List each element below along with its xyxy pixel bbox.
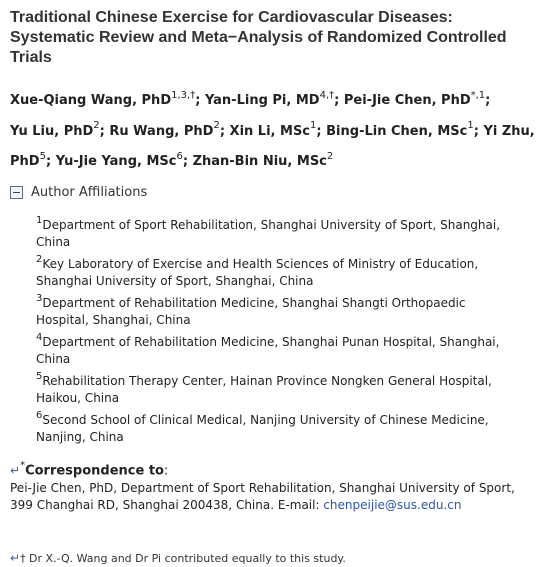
affiliation-item [36, 213, 501, 252]
author-name[interactable]: Xue-Qiang Wang, PhD [10, 93, 172, 109]
author[interactable] [204, 90, 340, 109]
affiliation-number: 1 [36, 214, 43, 226]
correspondence-colon: : [163, 463, 169, 479]
author-separator: ; [485, 93, 491, 109]
affiliation-text: Rehabilitation Therapy Center, Hainan Province Nongken General Hospital, Haikou, China [36, 373, 492, 406]
author[interactable] [343, 90, 491, 109]
author-affiliation-ref: 2 [213, 120, 220, 132]
author-affiliations-toggle[interactable] [10, 183, 545, 203]
author-separator: ; [45, 153, 52, 169]
affiliation-text: Key Laboratory of Exercise and Health Sciences of Ministry of Education, Shanghai University of Sport, Shanghai, China [36, 256, 479, 289]
correspondence-email-link[interactable]: chenpeijie@sus.edu.cn [323, 498, 462, 513]
author-affiliation-ref: 1 [467, 120, 474, 132]
author-name[interactable]: Yi Zhu, PhD [10, 123, 535, 169]
contribution-footnote [10, 550, 545, 567]
author-affiliation-ref: 6 [176, 150, 183, 162]
author[interactable] [229, 120, 322, 139]
article-title [10, 8, 545, 68]
author-separator: ; [219, 123, 226, 139]
affiliation-text: Department of Rehabilitation Medicine, Shanghai Punan Hospital, Shanghai, China [36, 334, 500, 367]
affiliation-item [36, 291, 501, 330]
author-affiliations-label[interactable]: Author Affiliations [31, 185, 148, 201]
author-separator: ; [182, 153, 189, 169]
correspondence-address: Pei-Jie Chen, PhD, Department of Sport Rehabilitation, Shanghai University of Sport, 399 Changhai RD, Shanghai 200438, China. E-mail: [10, 481, 515, 513]
footnote-marker: † [20, 552, 26, 566]
author-affiliation-ref: *,1 [470, 90, 486, 101]
affiliation-list [36, 213, 501, 447]
author-name[interactable]: Xin Li, MSc [229, 123, 311, 139]
author-affiliation-ref: 2 [326, 150, 334, 162]
footnote-text: Dr X.-Q. Wang and Dr Pi contributed equally to this study. [25, 552, 346, 566]
author-separator: ; [473, 123, 479, 139]
author-separator: ; [195, 93, 201, 109]
author-name[interactable]: Yu-Jie Yang, MSc [55, 153, 177, 169]
author[interactable] [109, 120, 226, 139]
author-name[interactable]: Pei-Jie Chen, PhD [343, 93, 471, 109]
title-line: Traditional Chinese Exercise for Cardiovascular Diseases: [10, 9, 453, 26]
affiliation-item [36, 252, 501, 291]
author[interactable] [55, 150, 189, 169]
author-list [10, 84, 545, 175]
affiliation-number: 5 [36, 370, 43, 382]
author-separator: ; [316, 123, 322, 139]
correspondence-heading [10, 458, 545, 480]
author-separator: ; [334, 93, 340, 109]
affiliation-item [36, 369, 501, 408]
title-line: Systematic Review and Meta−Analysis of Randomized Controlled [10, 29, 507, 46]
author-name[interactable]: Yan-Ling Pi, MD [204, 93, 320, 109]
author-name[interactable]: Ru Wang, PhD [109, 123, 214, 139]
author-name[interactable]: Zhan-Bin Niu, MSc [192, 153, 327, 169]
affiliation-text: Department of Rehabilitation Medicine, Shanghai Shangti Orthopaedic Hospital, Shanghai, China [36, 295, 466, 328]
affiliation-number: 4 [36, 331, 43, 343]
author-separator: ; [99, 123, 105, 139]
author-affiliation-ref: 1,3,† [171, 90, 196, 101]
affiliation-text: Department of Sport Rehabilitation, Shanghai University of Sport, Shanghai, China [36, 217, 501, 250]
minus-square-icon[interactable] [10, 186, 23, 199]
affiliation-number: 3 [36, 292, 43, 304]
correspondence-label: Correspondence to [25, 463, 164, 479]
correspondence-text [10, 480, 540, 514]
author-affiliation-ref: 2 [93, 120, 100, 132]
author[interactable] [326, 120, 479, 139]
author-name[interactable]: Yu Liu, PhD [10, 123, 94, 139]
affiliation-number: 2 [36, 253, 43, 265]
author-name[interactable]: Bing-Lin Chen, MSc [326, 123, 468, 139]
correspondence-marker: * [20, 459, 26, 471]
return-arrow-icon[interactable]: ↵ [10, 551, 21, 566]
author[interactable] [10, 120, 105, 139]
author-affiliation-ref: 1 [310, 120, 317, 132]
affiliation-text: Second School of Clinical Medical, Nanjing University of Chinese Medicine, Nanjing, China [36, 412, 489, 445]
article-header [10, 8, 545, 567]
author[interactable] [192, 150, 334, 169]
author[interactable] [10, 90, 201, 109]
return-arrow-icon[interactable]: ↵ [10, 463, 21, 478]
affiliation-number: 6 [36, 409, 43, 421]
author-affiliation-ref: 4,† [319, 90, 335, 101]
affiliation-item [36, 408, 501, 447]
title-line: Trials [10, 49, 52, 66]
affiliation-item [36, 330, 501, 369]
author-affiliation-ref: 5 [39, 150, 46, 162]
